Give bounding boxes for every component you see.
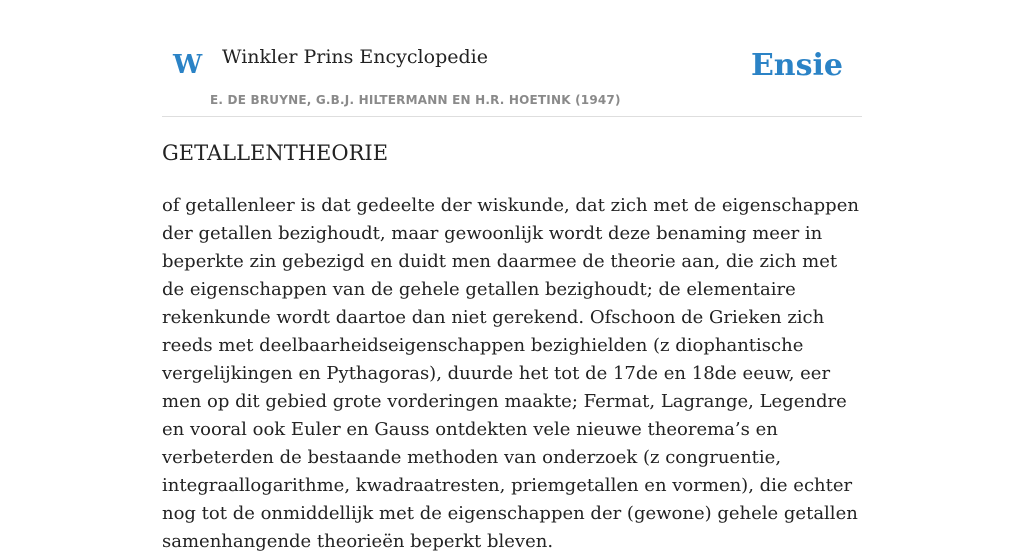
header	[162, 0, 862, 117]
site-title[interactable]: Winkler Prins Encyclopedie	[222, 46, 488, 68]
winkler-prins-logo[interactable]: W	[173, 50, 203, 80]
article-body: of getallenleer is dat gedeelte der wiskunde, dat zich met de eigenschappen der getallen bezighoudt, maar gewoonlijk wordt deze benaming meer in beperkte zin gebezigd en duidt men daarmee de theorie aan, die zich met de eigenschappen van de gehele getallen bezighoudt; de elementaire rekenkunde wordt daartoe dan niet gerekend. Ofschoon de Grieken zich reeds met deelbaarheidseigenschappen bezighielden (z diophantische vergelijkingen en Pythagoras), duurde het tot de 17de en 18de eeuw, eer men op dit gebied grote vorderingen maakte; Fermat, Lagrange, Legendre en vooral ook Euler en Gauss ontdekten vele nieuwe theorema’s en verbeterden de bestaande methoden van onderzoek (z congruentie, integraallogarithme, kwadraatresten, priemgetallen en vormen), die echter nog tot de onmiddellijk met de eigenschappen der (gewone) gehele getallen samenhangende theorieën beperkt bleven.	[162, 195, 859, 552]
ensie-logo[interactable]: Ensie	[750, 48, 843, 83]
article-headword: GETALLENTHEORIE	[162, 141, 389, 165]
byline: E. DE BRUYNE, G.B.J. HILTERMANN EN H.R. HOETINK (1947)	[210, 93, 621, 107]
